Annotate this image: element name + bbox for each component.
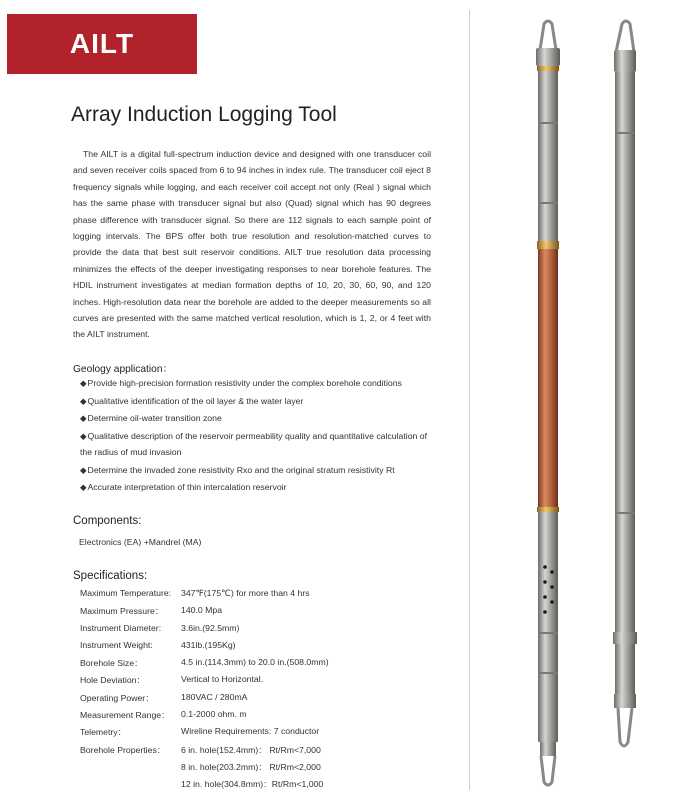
spec-label: Borehole Properties：	[80, 744, 166, 755]
spec-value: 3.6in.(92.5mm)	[181, 622, 240, 633]
tool-photo	[510, 12, 680, 794]
intro-paragraph: The AILT is a digital full-spectrum induction device and designed with one transducer coil and seven receiver coils spaced from 6 to 94 inches in index rule. The transducer coil eject 8 frequency signals while logging, and each receiver coil accept not only (Real ) signal which has the same phase with transducer signal but also (Quad) signal which has 90 degrees phase difference with transducer signal. So there are 112 signals to each sample point of logging intervals. The BPS offer both true resolution and resolution-matched curves to provide the data that best suit reservoir conditions. AILT true resolution data processing minimizes the effects of the deeper investigating responses to near borehole features. The HDIL instrument investigates at median formation depths of 10, 20, 30, 60, 90, and 120 inches. High-resolution data near the borehole are added to the deeper measurements so all curves are presented with the same matched vertical resolution, which is 1, 2, or 4 feet with the AILT instrument.	[73, 149, 431, 340]
diamond-bullet-icon: ◆	[80, 464, 87, 475]
list-item: ◆Determine oil-water transition zone	[80, 413, 222, 423]
spec-value: 8 in. hole(203.2mm)： Rt/Rm<2,000	[181, 761, 321, 772]
spec-value: 180VAC / 280mA	[181, 691, 248, 702]
gold-band	[537, 507, 559, 512]
spec-label: Instrument Diameter:	[80, 622, 162, 633]
spec-value: 431lb.(195Kg)	[181, 639, 236, 650]
gold-band	[537, 241, 559, 249]
spec-value: 0.1-2000 ohm. m	[181, 709, 247, 720]
spec-value: 12 in. hole(304.8mm)：Rt/Rm<1,000	[181, 779, 324, 790]
spec-label: Measurement Range：	[80, 710, 170, 721]
bail-foot-icon	[541, 756, 555, 785]
tool-right	[613, 21, 637, 746]
bail-foot-icon	[618, 708, 632, 746]
lower-section	[538, 512, 558, 742]
specifications-heading: Specifications:	[73, 570, 148, 582]
gold-band	[537, 66, 559, 71]
components-text: Electronics (EA) +Mandrel (MA)	[79, 537, 202, 547]
column-divider	[469, 10, 470, 790]
list-item: ◆Qualitative description of the reservoir permeability quality and quantitative calculation of the radius of mud invasion	[80, 430, 428, 457]
tool-head	[536, 48, 560, 66]
diamond-bullet-icon: ◆	[80, 430, 87, 441]
page-title: Array Induction Logging Tool	[71, 103, 337, 126]
geology-list	[80, 375, 432, 497]
spec-label: Maximum Temperature:	[80, 588, 172, 598]
copper-mandrel	[538, 249, 558, 507]
spec-label: Instrument Weight:	[80, 639, 153, 650]
spec-value: 4.5 in.(114.3mm) to 20.0 in.(508.0mm)	[181, 657, 329, 668]
spec-label: Hole Deviation：	[80, 675, 146, 686]
list-item: ◆Accurate interpretation of thin intercalation reservoir	[80, 482, 287, 492]
spec-label: Telemetry：	[80, 727, 127, 738]
components-heading: Components:	[73, 515, 142, 527]
list-item: ◆Qualitative identification of the oil layer & the water layer	[80, 395, 304, 406]
spec-label: Operating Power：	[80, 692, 154, 703]
list-item: ◆Determine the invaded zone resistivity Rxo and the original stratum resistivity Rt	[80, 464, 395, 475]
banner-label: AILT	[69, 28, 135, 59]
geology-heading: Geology application：	[73, 364, 173, 375]
diamond-bullet-icon: ◆	[80, 413, 87, 423]
list-item: ◆Provide high-precision formation resistivity under the complex borehole conditions	[80, 378, 402, 388]
spec-value: 6 in. hole(152.4mm)： Rt/Rm<7,000	[181, 744, 321, 755]
product-name-banner	[7, 14, 197, 74]
diamond-bullet-icon: ◆	[80, 378, 87, 388]
spec-value: Wireline Requirements: 7 conductor	[181, 726, 320, 737]
electronics-section	[538, 71, 558, 241]
bail-head-icon	[616, 21, 634, 52]
diamond-bullet-icon: ◆	[80, 395, 87, 406]
spec-label: Maximum Pressure：	[80, 606, 164, 617]
spec-value: Vertical to Horizontal.	[181, 674, 264, 685]
spec-label: Borehole Size：	[80, 658, 143, 669]
diamond-bullet-icon: ◆	[80, 482, 87, 492]
spec-value: 140.0 Mpa	[181, 605, 223, 616]
spec-value: 347℉(175℃) for more than 4 hrs	[181, 588, 310, 598]
steel-housing	[615, 72, 635, 632]
logging-tool-illustration	[510, 12, 680, 794]
tool-left	[536, 21, 560, 785]
bail-head-icon	[540, 21, 556, 50]
